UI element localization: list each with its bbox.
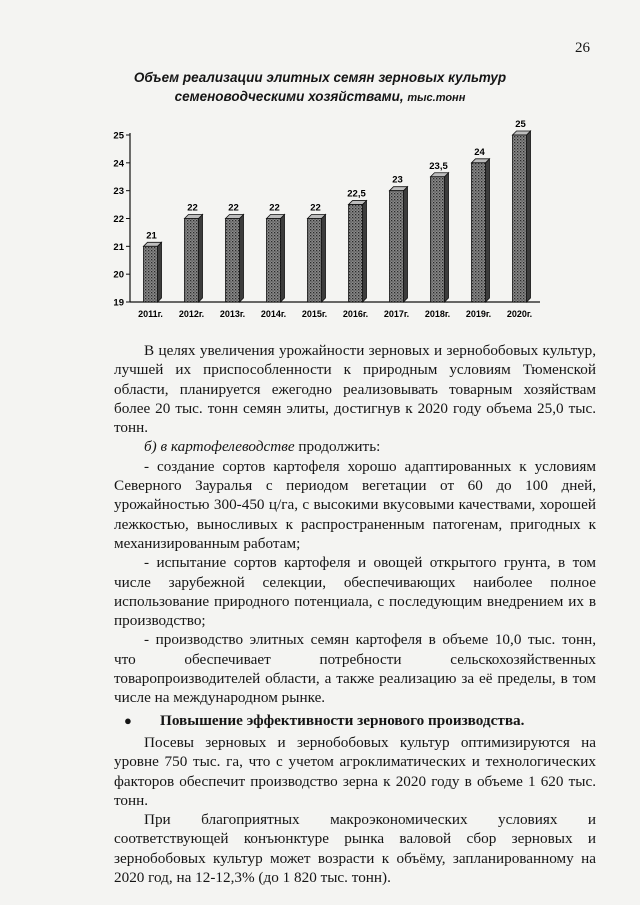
y-tick-label: 25: [113, 130, 124, 142]
x-tick-label: 2018г.: [424, 309, 451, 319]
bar: [390, 191, 404, 302]
data-label: 22: [187, 202, 198, 214]
bullet-dot-icon: ●: [124, 712, 132, 728]
bar: [226, 219, 240, 303]
data-label: 22: [310, 202, 321, 214]
bar-side: [158, 242, 162, 302]
bar-side: [404, 187, 408, 302]
bar: [144, 246, 158, 302]
paragraph-grain-area: Посевы зерновых и зернобобовых культур оптимизируются на уровне 750 тыс. га, что с учетом агроклиматических и технологических факторов обеспечит производство зерна к 2020 году в объеме 1 620 тыс. тонн.: [114, 733, 596, 809]
potato-heading: б) в картофелеводстве: [144, 438, 295, 456]
x-tick-label: 2019г.: [465, 309, 492, 319]
chart-title-line-2-text: семеноводческими хозяйствами,: [174, 89, 404, 104]
chart-title-unit: тыс.тонн: [407, 92, 466, 104]
y-tick-label: 23: [113, 186, 124, 198]
y-tick-label: 21: [113, 241, 124, 253]
data-label: 23: [392, 174, 403, 186]
x-tick-label: 2015г.: [301, 309, 328, 319]
bar-side: [322, 215, 326, 303]
x-tick-label: 2013г.: [219, 309, 246, 319]
paragraph-seed-plan: В целях увеличения урожайности зерновых и зернобобовых культур, лучшей их приспособленности к природным условиям Тюменской области, планируется ежегодно реализовывать товарным хозяйствам более 20 тыс. тонн семян элиты, достигнув к 2020 году объема 25,0 тыс. тонн.: [114, 342, 596, 437]
bar-side: [486, 159, 490, 302]
bar-side: [199, 215, 203, 303]
bar-side: [281, 215, 285, 303]
x-tick-label: 2020г.: [506, 309, 533, 319]
paragraph-potato-intro: [114, 437, 596, 456]
paragraph-potato-testing: - испытание сортов картофеля и овощей открытого грунта, в том числе зарубежной селекции, обеспечивающих наиболее полное использование природного потенциала, с последующим внедрением их в производство;: [114, 554, 596, 630]
y-tick-label: 24: [113, 158, 124, 170]
bar-side: [363, 201, 367, 302]
paragraph-potato-varieties: - создание сортов картофеля хорошо адаптированных к условиям Северного Зауралья с периодом вегетации от 60 до 100 дней, урожайностью 300-450 ц/га, с высокими вкусовыми качествами, хорошей лежкостью, выносливых к распространенным патогенам, пригодных к механизированным работам;: [114, 457, 596, 552]
bar: [267, 219, 281, 303]
data-label: 22: [228, 202, 239, 214]
x-tick-label: 2016г.: [342, 309, 369, 319]
potato-heading-rest: продолжить:: [294, 438, 381, 456]
bar-chart: [100, 112, 550, 327]
paragraph-potato-seeds: - производство элитных семян картофеля в объеме 10,0 тыс. тонн, что обеспечивает потребности сельскохозяйственных товаропроизводителей области, а также реализацию за её пределы, в том числе на международном рынке.: [114, 631, 596, 707]
bar: [431, 177, 445, 302]
x-tick-label: 2017г.: [383, 309, 410, 319]
bullet-heading: [114, 711, 596, 730]
page-number: 26: [575, 40, 590, 56]
bar: [185, 219, 199, 303]
bar-side: [240, 215, 244, 303]
chart-title: [0, 68, 640, 108]
y-tick-label: 19: [113, 297, 124, 309]
chart-title-line-1: Объем реализации элитных семян зерновых культур: [133, 70, 507, 85]
paragraph-grain-forecast: При благоприятных макроэкономических условиях и соответствующей конъюнктуре рынка валовой сбор зерновых и зернобобовых культур может возрасти к объёму, запланированному на 2020 год, на 12-12,3% (до 1 820 тыс. тонн).: [114, 811, 596, 887]
data-label: 22: [269, 202, 280, 214]
data-label: 23,5: [429, 160, 448, 172]
bar: [513, 135, 527, 302]
data-label: 25: [515, 119, 526, 130]
chart-title-line-2: [0, 87, 640, 108]
bar: [308, 219, 322, 303]
y-tick-label: 22: [113, 214, 124, 225]
x-tick-label: 2012г.: [178, 309, 205, 319]
bullet-heading-text: Повышение эффективности зернового производства.: [160, 711, 525, 729]
x-tick-label: 2014г.: [260, 309, 287, 319]
y-tick-label: 20: [113, 269, 124, 281]
x-tick-label: 2011г.: [138, 309, 163, 319]
body-text: [114, 341, 596, 887]
bar: [349, 205, 363, 302]
bar-side: [445, 173, 449, 302]
data-label: 24: [474, 146, 485, 158]
data-label: 21: [146, 230, 157, 242]
bar: [472, 163, 486, 302]
bar-side: [527, 131, 531, 302]
data-label: 22,5: [347, 188, 366, 200]
